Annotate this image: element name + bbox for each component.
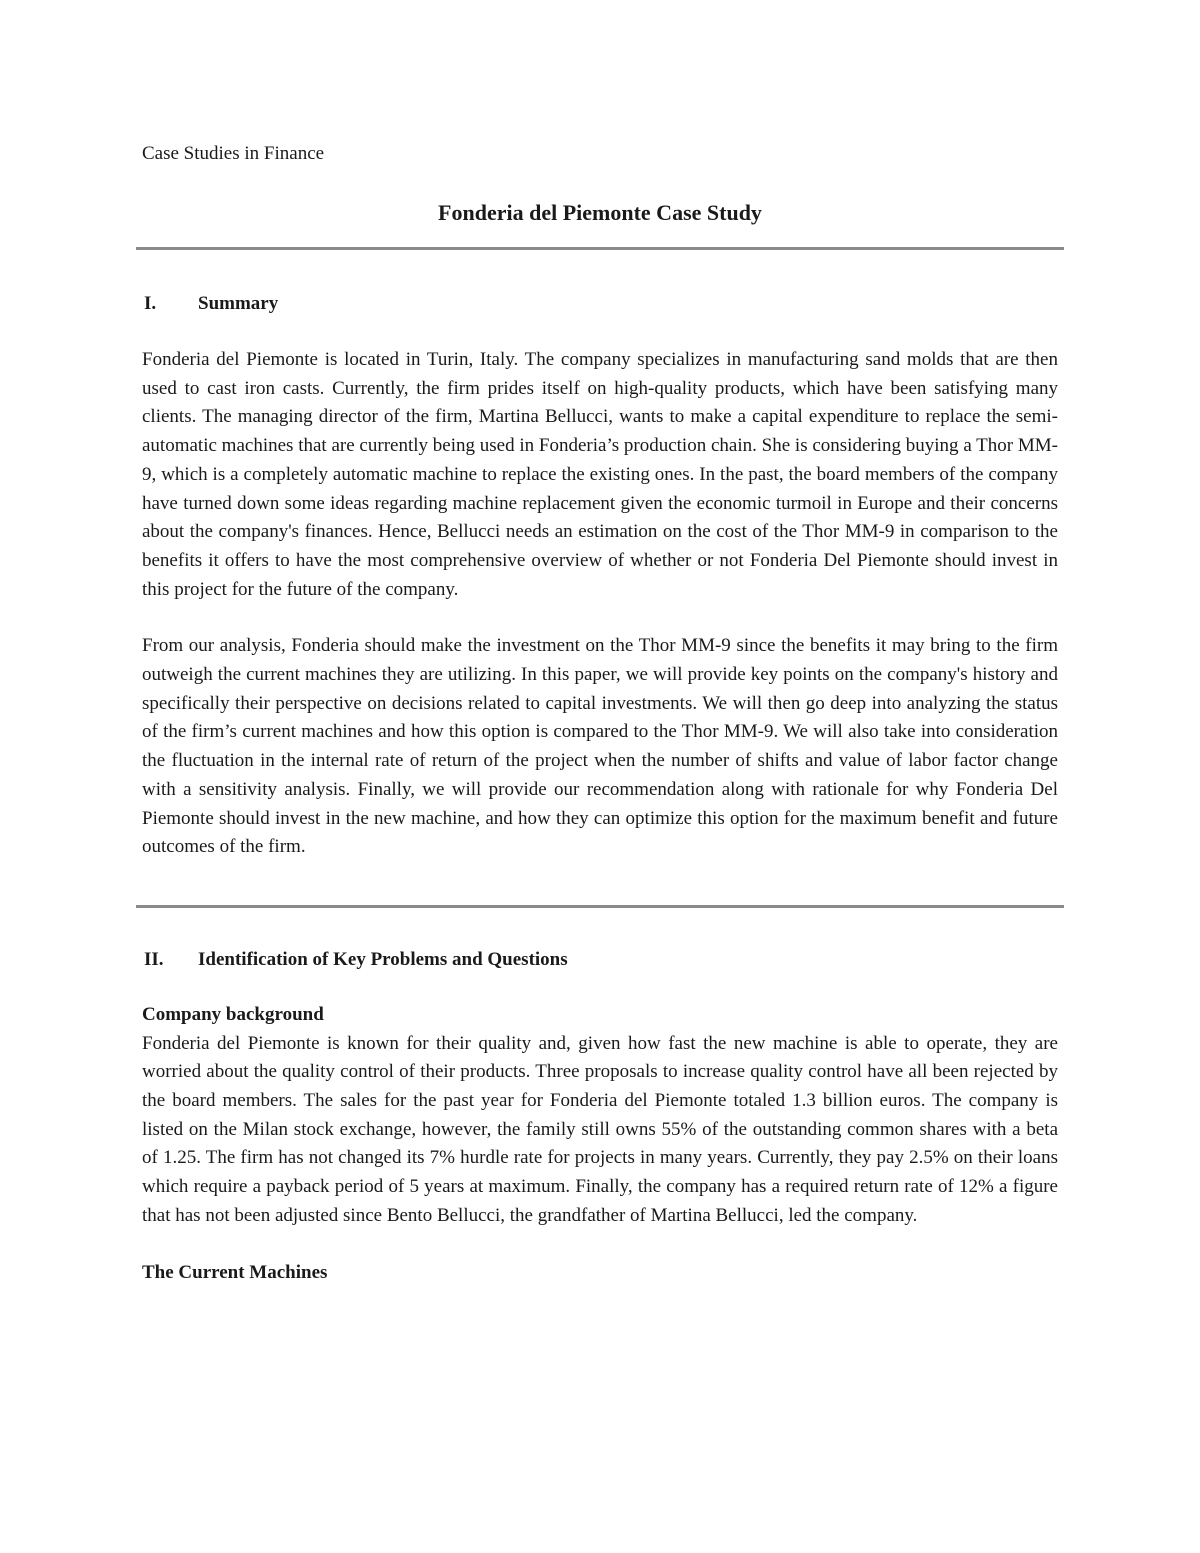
section-heading-key-problems xyxy=(142,946,1058,974)
subheading-company-background: Company background xyxy=(142,1003,324,1025)
subheading-current-machines: The Current Machines xyxy=(142,1261,328,1283)
summary-paragraph-2: From our analysis, Fonderia should make the investment on the Thor MM-9 since the benefits it may bring to the firm outweigh the current machines they are utilizing. In this paper, we will provide key points on the company's history and specifically their perspective on decisions related to capital investments. We will then go deep into analyzing the status of the firm’s current machines and how this option is compared to the Thor MM-9. We will also take into consideration the fluctuation in the internal rate of return of the project when the number of shifts and value of labor factor change with a sensitivity analysis. Finally, we will provide our recommendation along with rationale for why Fonderia Del Piemonte should invest in the new machine, and how they can optimize this option for the maximum benefit and future outcomes of the firm. xyxy=(142,635,1058,858)
summary-paragraph-1: Fonderia del Piemonte is located in Turin, Italy. The company specializes in manufacturing sand molds that are then used to cast iron casts. Currently, the firm prides itself on high-quality products, which have been satisfying many clients. The managing director of the firm, Martina Bellucci, wants to make a capital expenditure to replace the semi-automatic machines that are currently being used in Fonderia’s production chain. She is considering buying a Thor MM-9, which is a completely automatic machine to replace the existing ones. In the past, the board members of the company have turned down some ideas regarding machine replacement given the economic turmoil in Europe and their concerns about the company's finances. Hence, Bellucci needs an estimation on the cost of the Thor MM-9 in comparison to the benefits it offers to have the most comprehensive overview of whether or not Fonderia Del Piemonte should invest in this project for the future of the company. xyxy=(142,349,1058,600)
course-name: Case Studies in Finance xyxy=(142,143,325,164)
company-background-paragraph: Fonderia del Piemonte is known for their quality and, given how fast the new machine is able to operate, they are worried about the quality control of their products. Three proposals to increase quality control have all been rejected by the board members. The sales for the past year for Fonderia del Piemonte totaled 1.3 billion euros. The company is listed on the Milan stock exchange, however, the family still owns 55% of the outstanding common shares with a beta of 1.25. The firm has not changed its 7% hurdle rate for projects in many years. Currently, they pay 2.5% on their loans which require a payback period of 5 years at maximum. Finally, the company has a required return rate of 12% a figure that has not been adjusted since Bento Bellucci, the grandfather of Martina Bellucci, led the company. xyxy=(142,1032,1058,1226)
section-heading-summary xyxy=(142,290,1058,318)
section-title: Identification of Key Problems and Questions xyxy=(198,948,568,970)
document-title: Fonderia del Piemonte Case Study xyxy=(438,200,762,225)
section-number: II. xyxy=(144,948,164,970)
section-divider xyxy=(136,905,1064,908)
section-number: I. xyxy=(144,293,157,314)
section-title: Summary xyxy=(198,293,279,314)
title-divider xyxy=(136,247,1064,250)
